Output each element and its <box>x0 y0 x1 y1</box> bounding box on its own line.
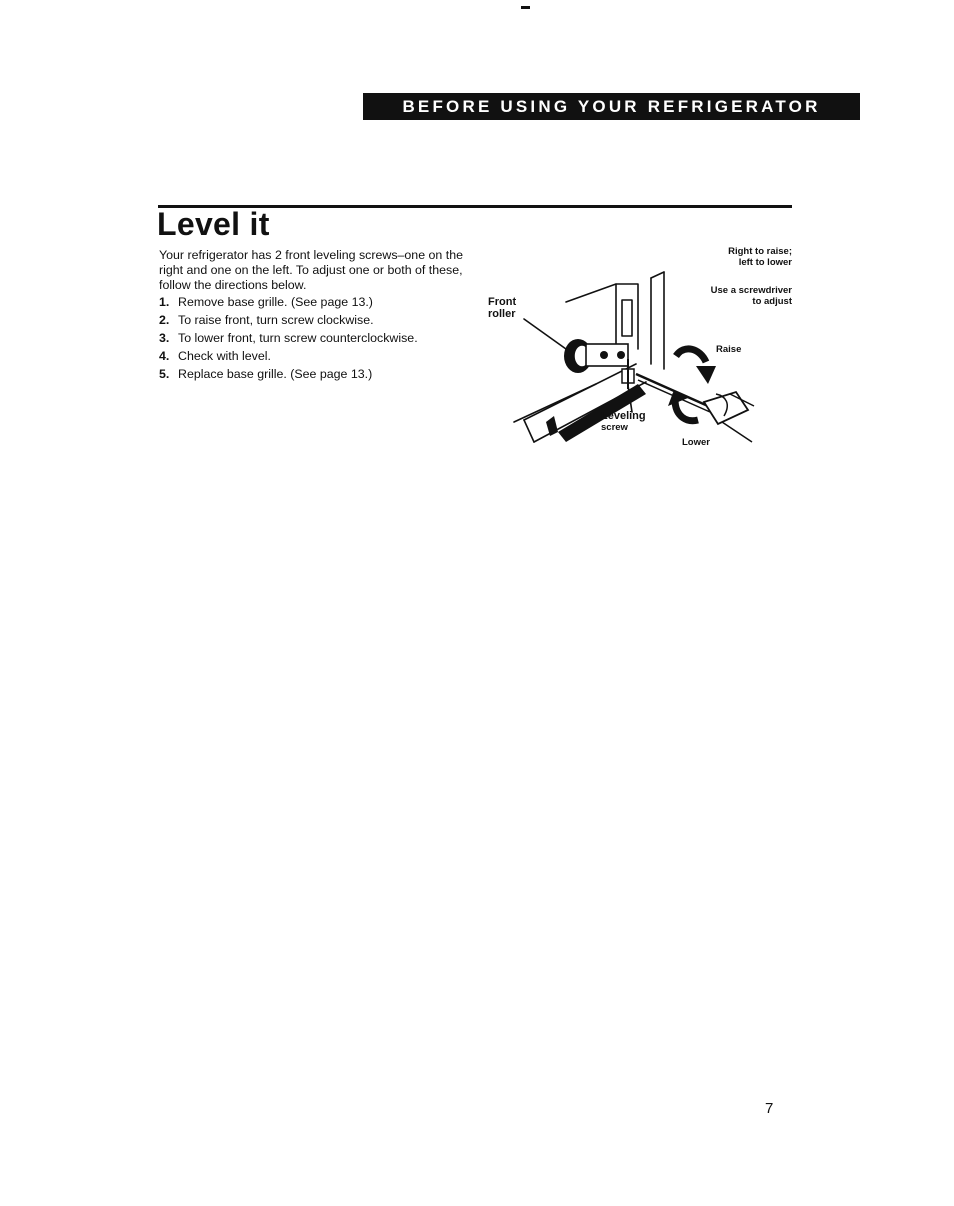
leveling-screw-label-line: screw <box>601 422 628 433</box>
step-text: To lower front, turn screw counterclockwise. <box>178 331 418 345</box>
list-item <box>159 347 418 365</box>
step-number: 4. <box>159 349 170 363</box>
front-roller-label-line: roller <box>488 308 516 320</box>
steps-list <box>159 293 418 383</box>
raise-label: Raise <box>716 344 742 355</box>
top-registration-mark <box>521 6 530 9</box>
use-screwdriver-label-line: Use a screwdriver <box>710 285 792 296</box>
lower-label: Lower <box>682 437 710 448</box>
intro-paragraph: Your refrigerator has 2 front leveling screws–one on the right and one on the left. To adjust one or both of these, follow the directions below. <box>159 248 463 292</box>
step-text: To raise front, turn screw clockwise. <box>178 313 374 327</box>
section-header-bar: BEFORE USING YOUR REFRIGERATOR <box>363 93 860 120</box>
list-item <box>159 329 418 347</box>
leveling-screw-label <box>601 410 646 433</box>
page-title: Level it <box>157 206 270 242</box>
leveling-screw-label-line: Leveling <box>601 410 646 422</box>
right-to-raise-label-line: Right to raise; <box>728 246 792 257</box>
front-roller-label-line: Front <box>488 296 517 308</box>
step-text: Remove base grille. (See page 13.) <box>178 295 373 309</box>
step-number: 1. <box>159 295 170 309</box>
step-number: 3. <box>159 331 170 345</box>
use-screwdriver-label-line: to adjust <box>752 296 792 307</box>
list-item <box>159 365 418 383</box>
right-to-raise-label-line: left to lower <box>738 257 792 268</box>
right-to-raise-label <box>728 246 792 268</box>
page-number: 7 <box>765 1100 774 1117</box>
step-text: Replace base grille. (See page 13.) <box>178 367 373 381</box>
list-item <box>159 293 418 311</box>
list-item <box>159 311 418 329</box>
step-number: 2. <box>159 313 170 327</box>
step-number: 5. <box>159 367 170 381</box>
use-screwdriver-label <box>711 285 792 307</box>
step-text: Check with level. <box>178 349 271 363</box>
front-roller-label <box>488 296 516 320</box>
leveling-screw-illustration <box>486 244 796 454</box>
